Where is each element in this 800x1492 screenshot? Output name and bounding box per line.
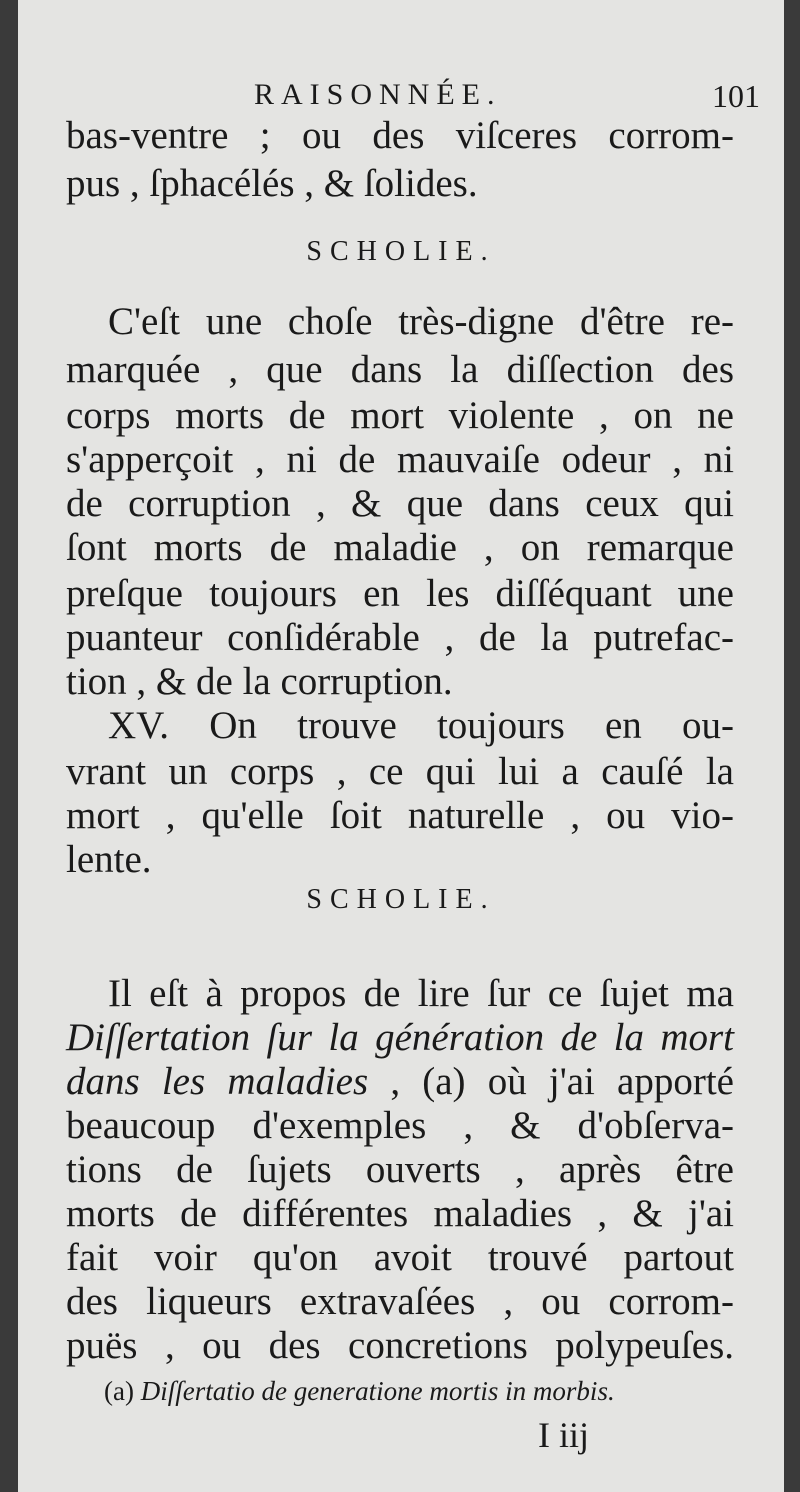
text-line: de corruption , & que dans ceux qui (66, 482, 734, 525)
page-left-edge (0, 0, 18, 1492)
footnote-text: Diſſertatio de generatione mortis in morbis. (140, 1376, 615, 1406)
text-line: preſque toujours en les diſſéquant une (66, 572, 734, 615)
text-line: mort , qu'elle ſoit naturelle , ou vio- (66, 794, 734, 837)
book-page (18, 0, 784, 1492)
page-number: 101 (712, 78, 760, 114)
page-right-edge (784, 0, 800, 1492)
text-line: marquée , que dans la diſſection des (66, 348, 734, 391)
italic-title: dans les maladies (66, 1060, 369, 1103)
text-span: , (a) où j'ai apporté (368, 1060, 734, 1103)
text-line: puës , ou des concretions polypeuſes. (66, 1324, 734, 1367)
text-line: tion , & de la corruption. (66, 660, 453, 703)
text-line: lente. (66, 838, 152, 881)
text-line: s'apperçoit , ni de mauvaiſe odeur , ni (66, 438, 734, 481)
footnote-marker: (a) (104, 1376, 141, 1406)
text-line: bas-ventre ; ou des viſceres corrom- (66, 114, 734, 157)
text-line (66, 1060, 734, 1104)
text-line: puanteur conſidérable , de la putrefac- (66, 616, 734, 659)
text-line: corps morts de mort violente , on ne (66, 394, 734, 437)
text-line: C'eſt une choſe très-digne d'être re- (108, 300, 734, 343)
text-line: fait voir qu'on avoit trouvé partout (66, 1236, 734, 1279)
scholie-heading: SCHOLIE. (306, 884, 496, 915)
text-line: Diſſertation ſur la génération de la mort (66, 1016, 734, 1059)
text-line: morts de différentes maladies , & j'ai (66, 1192, 734, 1235)
text-line: vrant un corps , ce qui lui a cauſé la (66, 750, 734, 793)
signature-mark: I iij (538, 1415, 589, 1455)
text-line: tions de ſujets ouverts , après être (66, 1148, 734, 1191)
text-line: XV. On trouve toujours en ou- (108, 704, 734, 747)
footnote (104, 1376, 754, 1407)
text-line: Il eſt à propos de lire ſur ce ſujet ma (108, 972, 734, 1015)
text-line: des liqueurs extravaſées , ou corrom- (66, 1280, 734, 1323)
running-head: RAISONNÉE. (254, 78, 502, 111)
text-line: pus , ſphacélés , & ſolides. (66, 162, 478, 205)
text-line: ſont morts de maladie , on remarque (66, 526, 734, 569)
page-header (18, 78, 784, 118)
text-line: beaucoup d'exemples , & d'obſerva- (66, 1104, 734, 1147)
scholie-heading: SCHOLIE. (306, 236, 496, 267)
